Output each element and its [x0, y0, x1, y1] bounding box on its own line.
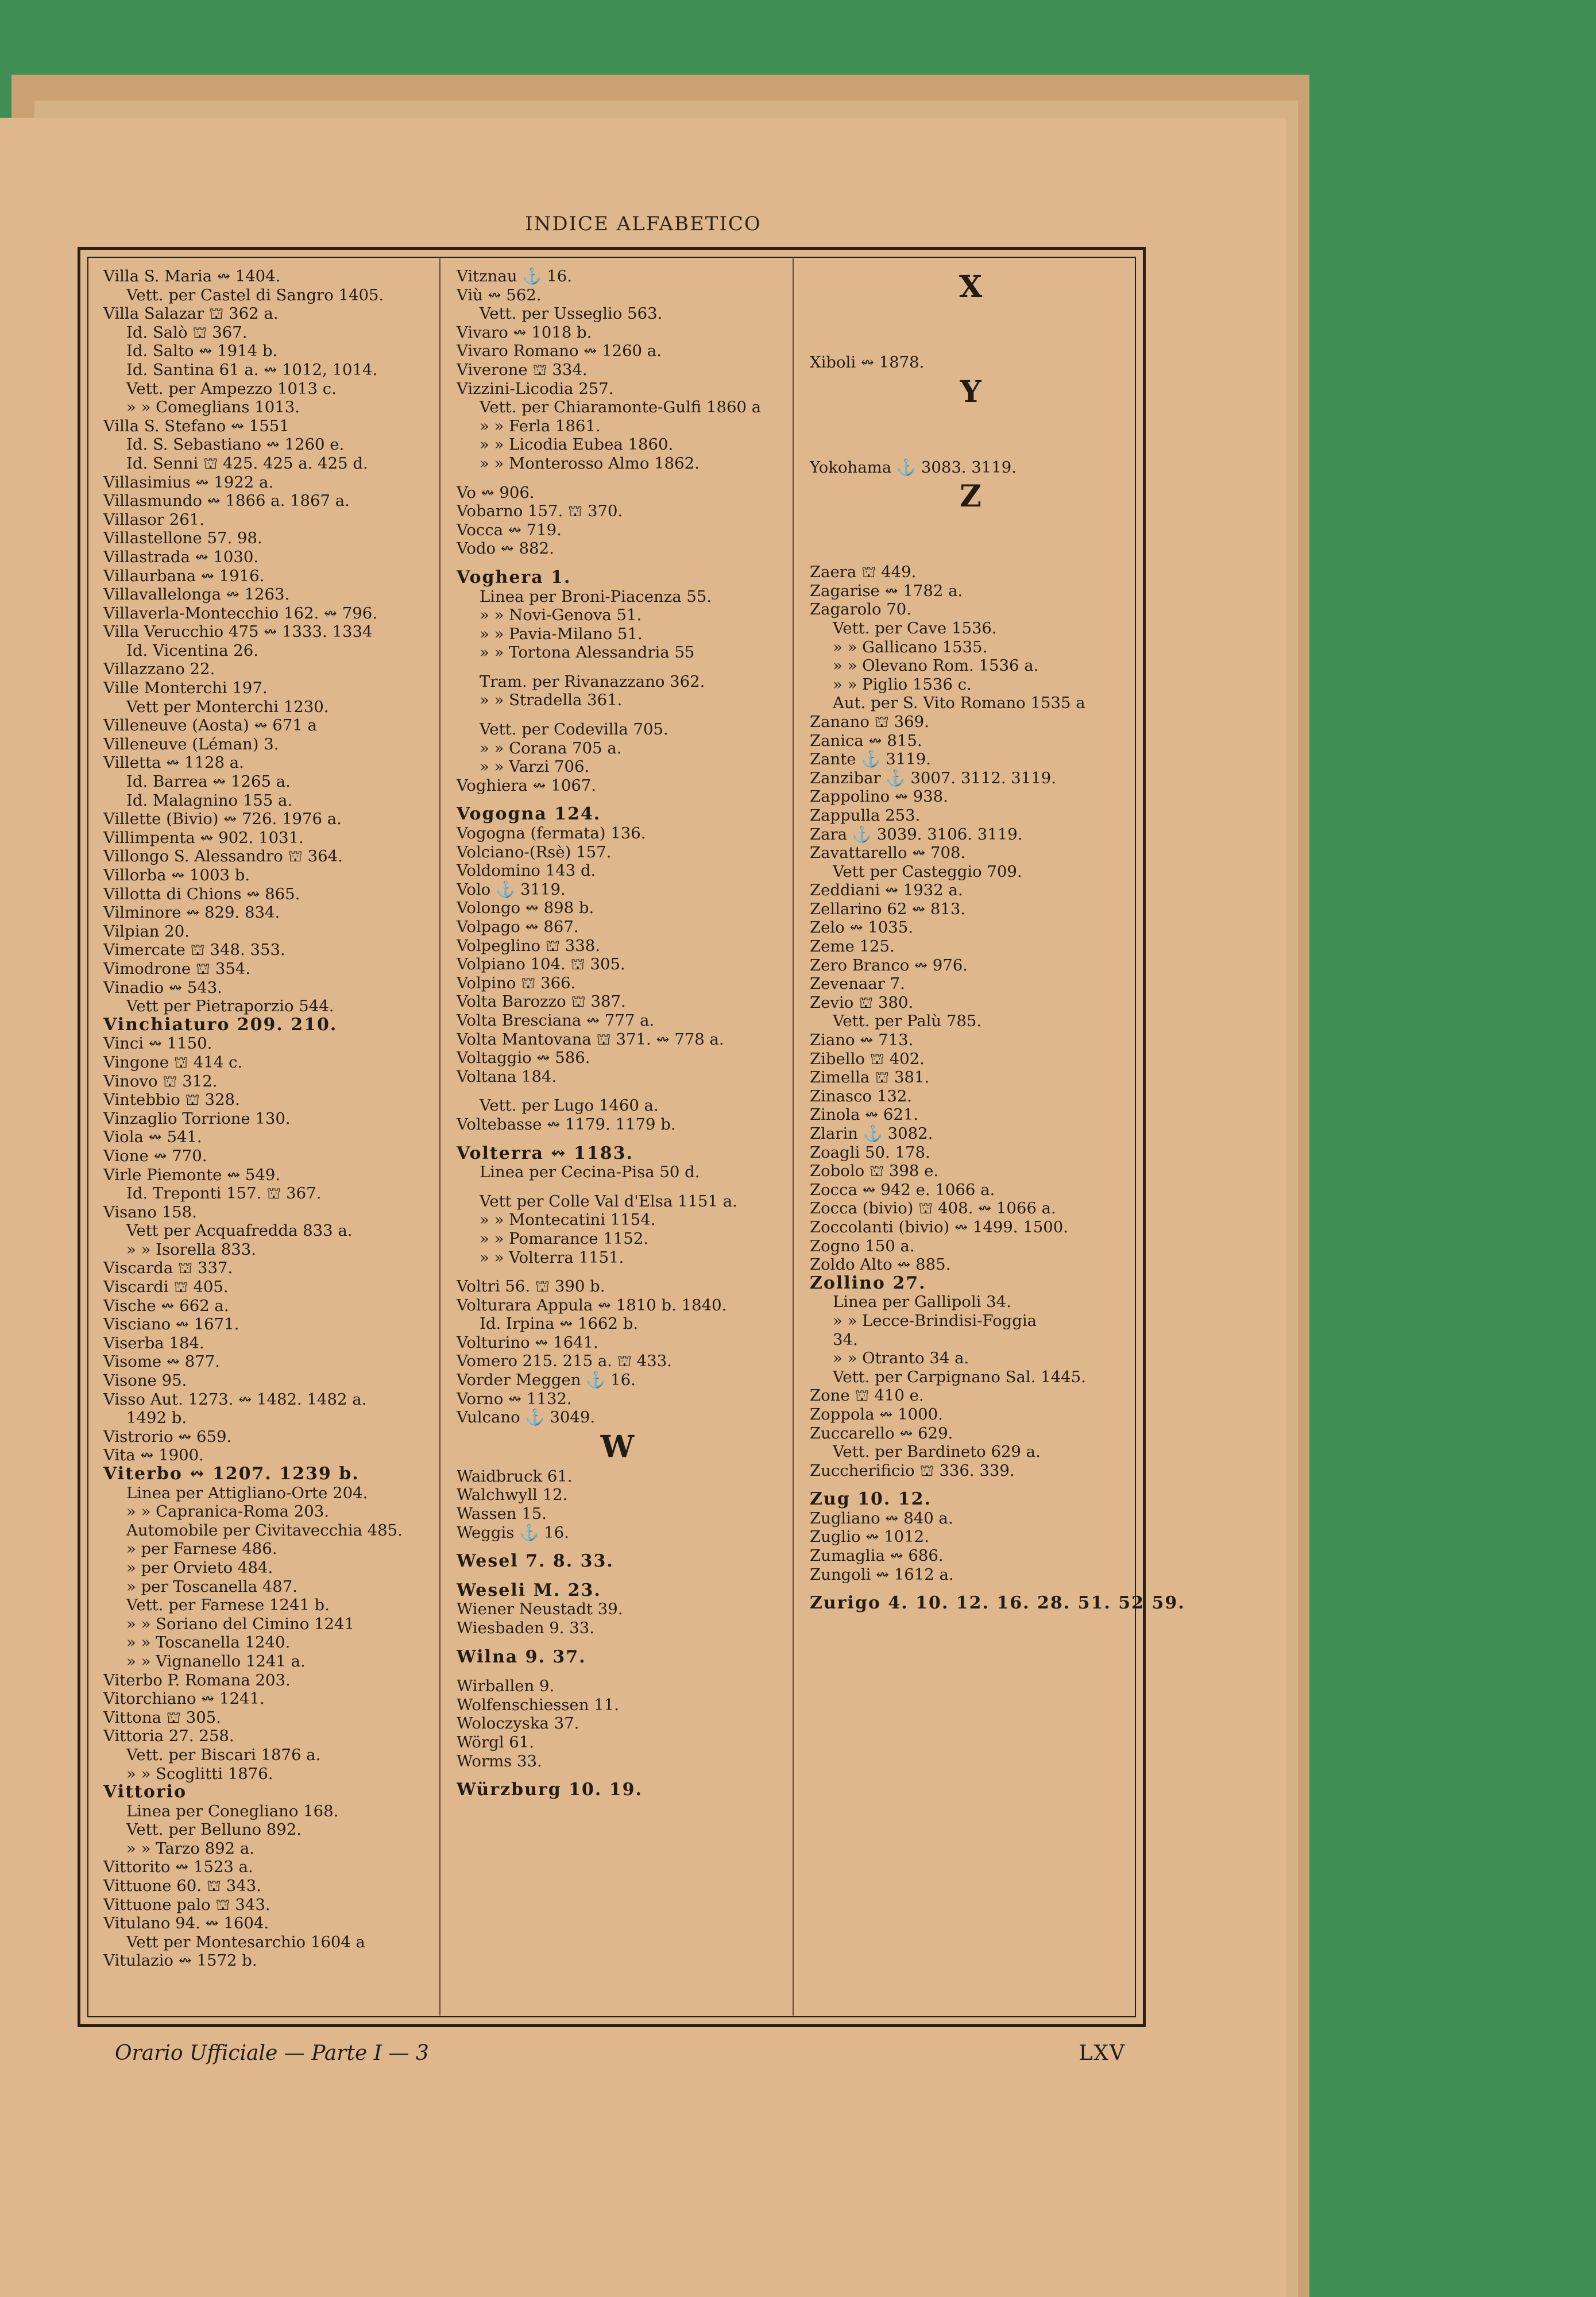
index-entry: Villotta di Chions ↭ 865. [103, 884, 300, 903]
index-entry: Automobile per Civitavecchia 485. [126, 1521, 403, 1540]
index-entry: 34. [833, 1330, 858, 1349]
index-heading: Würzburg 10. 19. [457, 1780, 643, 1800]
index-entry: Volciano-(Rsè) 157. [457, 842, 612, 861]
index-entry: Vett per Colle Val d'Elsa 1151 a. [480, 1192, 737, 1211]
index-entry: Volta Mantovana ⛫ 371. ↭ 778 a. [457, 1030, 724, 1049]
index-column-2 [457, 267, 778, 1800]
index-entry: Vett. per Ampezzo 1013 c. [126, 379, 337, 398]
index-entry: Zinola ↭ 621. [810, 1105, 919, 1124]
index-entry: Zanzibar ⚓ 3007. 3112. 3119. [810, 768, 1057, 787]
index-entry: Viola ↭ 541. [103, 1128, 202, 1147]
index-entry: Id. S. Sebastiano ↭ 1260 e. [126, 435, 345, 454]
index-entry: » » Varzi 706. [480, 757, 590, 776]
index-entry: Weggis ⚓ 16. [457, 1523, 569, 1542]
index-entry: Voldomino 143 d. [457, 861, 596, 880]
index-entry: Vett per Pietraporzio 544. [126, 997, 334, 1016]
index-entry: » » Monterosso Almo 1862. [480, 454, 700, 473]
index-entry: Volta Bresciana ↭ 777 a. [457, 1011, 655, 1030]
index-entry: Vobarno 157. ⛫ 370. [457, 502, 623, 521]
index-entry: Vett. per Codevilla 705. [480, 720, 668, 739]
index-entry: Wirballen 9. [457, 1677, 555, 1696]
index-entry: » per Farnese 486. [126, 1540, 277, 1559]
index-entry: Woloczyska 37. [457, 1714, 579, 1733]
index-entry: Ville Monterchi 197. [103, 679, 268, 698]
index-entry: » » Licodia Eubea 1860. [480, 435, 674, 454]
entry-spacer [457, 473, 778, 484]
index-entry: Id. Malagnino 155 a. [126, 791, 293, 810]
index-entry: Id. Vicentina 26. [126, 641, 258, 660]
index-entry: Viserba 184. [103, 1333, 204, 1352]
index-entry: Vett per Acquafredda 833 a. [126, 1221, 353, 1240]
index-entry: Volo ⚓ 3119. [457, 880, 566, 899]
index-entry: Vivaro Romano ↭ 1260 a. [457, 342, 662, 361]
index-entry: Zuglio ↭ 1012. [810, 1528, 929, 1546]
index-entry: » » Novi-Genova 51. [480, 606, 642, 625]
index-entry: Zuccherificio ⛫ 336. 339. [810, 1461, 1015, 1480]
index-entry: Id. Treponti 157. ⛫ 367. [126, 1184, 322, 1203]
index-entry: Villaverla-Montecchio 162. ↭ 796. [103, 604, 377, 622]
index-entry: Vittorito ↭ 1523 a. [103, 1858, 253, 1877]
index-entry: Vizzini-Licodia 257. [457, 379, 614, 398]
index-entry: Zagarolo 70. [810, 600, 912, 619]
index-entry: Villastrada ↭ 1030. [103, 547, 259, 566]
index-entry: Vinovo ⛫ 312. [103, 1072, 218, 1091]
index-entry: Vorder Meggen ⚓ 16. [457, 1371, 636, 1390]
index-entry: Vinadio ↭ 543. [103, 978, 222, 997]
index-entry: Vett. per Bardineto 629 a. [833, 1443, 1041, 1461]
index-entry: Volpiano 104. ⛫ 305. [457, 955, 625, 974]
index-entry: Visone 95. [103, 1371, 187, 1390]
index-entry: Wiesbaden 9. 33. [457, 1619, 595, 1637]
index-entry: Volpago ↭ 867. [457, 918, 579, 936]
index-entry: Walchwyll 12. [457, 1486, 568, 1505]
index-entry: Villongo S. Alessandro ⛫ 364. [103, 847, 343, 866]
index-entry: Zoccolanti (bivio) ↭ 1499. 1500. [810, 1217, 1068, 1236]
index-heading: Wilna 9. 37. [457, 1646, 586, 1667]
index-entry: Vilminore ↭ 829. 834. [103, 903, 280, 922]
index-entry: Voltana 184. [457, 1067, 557, 1086]
index-entry: Zugliano ↭ 840 a. [810, 1509, 953, 1528]
index-entry: Vione ↭ 770. [103, 1146, 207, 1165]
index-entry: » » Lecce-Brindisi-Foggia [833, 1311, 1037, 1330]
index-entry: Visciano ↭ 1671. [103, 1315, 239, 1334]
index-heading: Vittorio [103, 1782, 187, 1803]
index-entry: Zlarin ⚓ 3082. [810, 1124, 933, 1143]
index-entry: » » Pavia-Milano 51. [480, 624, 643, 643]
index-entry: Viterbo P. Romana 203. [103, 1670, 291, 1689]
index-entry: Linea per Attigliano-Orte 204. [126, 1483, 368, 1502]
index-entry: Volta Barozzo ⛫ 387. [457, 992, 626, 1011]
index-entry: Viscarda ⛫ 337. [103, 1259, 233, 1278]
footer-title: Orario Ufficiale — Parte I — 3 [115, 2041, 429, 2065]
index-entry: Vulcano ⚓ 3049. [457, 1408, 596, 1427]
book-page [0, 118, 1286, 2297]
page-number: LXV [1079, 2041, 1126, 2065]
index-entry: Xiboli ↭ 1878. [810, 353, 925, 372]
index-entry: Zimella ⛫ 381. [810, 1068, 930, 1087]
index-entry: Vimercate ⛫ 348. 353. [103, 941, 285, 960]
index-entry: Villa Verucchio 475 ↭ 1333. 1334 [103, 622, 373, 641]
index-entry: Visome ↭ 877. [103, 1352, 220, 1371]
index-entry: Vett. per Carpignano Sal. 1445. [833, 1367, 1086, 1386]
index-entry: Vische ↭ 662 a. [103, 1296, 229, 1315]
index-entry: Zanica ↭ 815. [810, 731, 922, 750]
index-entry: » » Pomarance 1152. [480, 1229, 648, 1248]
index-entry: » » Olevano Rom. 1536 a. [833, 656, 1039, 675]
index-entry: Vett per Montesarchio 1604 a [126, 1932, 365, 1951]
index-entry: Zobolo ⛫ 398 e. [810, 1162, 939, 1181]
index-entry: Zara ⚓ 3039. 3106. 3119. [810, 825, 1023, 844]
index-entry: Zinasco 132. [810, 1086, 913, 1105]
index-entry: Zocca ↭ 942 e. 1066 a. [810, 1180, 995, 1199]
index-heading: Zug 10. 12. [810, 1489, 932, 1510]
index-entry: Vett. per Chiaramonte-Gulfi 1860 a [480, 398, 762, 417]
index-entry: Volturara Appula ↭ 1810 b. 1840. [457, 1296, 727, 1314]
index-entry: Zelo ↭ 1035. [810, 918, 913, 937]
entry-spacer [457, 1638, 778, 1648]
index-entry: » » Tarzo 892 a. [126, 1839, 255, 1858]
index-entry: 1492 b. [126, 1409, 187, 1428]
index-heading: Wesel 7. 8. 33. [457, 1551, 614, 1572]
index-entry: Vinzaglio Torrione 130. [103, 1109, 291, 1128]
entry-spacer [457, 1086, 778, 1096]
index-entry: » » Tortona Alessandria 55 [480, 643, 695, 662]
index-entry: Id. Barrea ↭ 1265 a. [126, 772, 291, 791]
index-entry: Vita ↭ 1900. [103, 1446, 204, 1465]
index-entry: Zumaglia ↭ 686. [810, 1546, 944, 1565]
index-entry: Wolfenschiessen 11. [457, 1695, 619, 1714]
entry-spacer [457, 1182, 778, 1192]
index-entry: Volturino ↭ 1641. [457, 1333, 598, 1352]
index-entry: Zanano ⛫ 369. [810, 712, 929, 731]
index-entry: Yokohama ⚓ 3083. 3119. [810, 458, 1017, 477]
index-heading: Voghera 1. [457, 567, 571, 587]
index-entry: » per Orvieto 484. [126, 1558, 273, 1577]
index-entry: Id. Irpina ↭ 1662 b. [480, 1314, 639, 1333]
index-entry: Zavattarello ↭ 708. [810, 844, 966, 863]
index-heading: Zollino 27. [810, 1273, 926, 1293]
index-entry: Vittoria 27. 258. [103, 1727, 234, 1746]
index-entry: Ziano ↭ 713. [810, 1031, 914, 1050]
index-entry: Vitznau ⚓ 16. [457, 267, 572, 285]
index-entry: Villastellone 57. 98. [103, 529, 262, 548]
index-entry: » » Toscanella 1240. [126, 1633, 291, 1652]
index-entry: » » Scoglitti 1876. [126, 1764, 273, 1783]
index-entry: » » Gallicano 1535. [833, 637, 988, 656]
index-entry: Id. Salto ↭ 1914 b. [126, 342, 278, 361]
index-entry: » » Otranto 34 a. [833, 1349, 969, 1368]
index-entry: » » Ferla 1861. [480, 416, 601, 435]
index-entry: Villetta ↭ 1128 a. [103, 753, 244, 772]
index-entry: » » Corana 705 a. [480, 738, 622, 757]
index-entry: Villa S. Maria ↭ 1404. [103, 267, 281, 285]
index-entry: Aut. per S. Vito Romano 1535 a [833, 694, 1085, 713]
section-letter: X [959, 269, 983, 304]
index-entry: Vett. per Castel di Sangro 1405. [126, 285, 384, 304]
section-letter: W [600, 1429, 635, 1464]
index-entry: Vodo ↭ 882. [457, 539, 554, 558]
index-entry: Id. Santina 61 a. ↭ 1012, 1014. [126, 360, 378, 379]
index-entry: Zevio ⛫ 380. [810, 993, 914, 1012]
index-entry: Zungoli ↭ 1612 a. [810, 1565, 954, 1584]
index-entry: Zante ⚓ 3119. [810, 750, 931, 769]
page-header: INDICE ALFABETICO [525, 212, 762, 235]
index-entry: Volpino ⛫ 366. [457, 973, 576, 992]
index-heading: Vogogna 124. [457, 804, 601, 825]
index-entry: Zoldo Alto ↭ 885. [810, 1255, 951, 1274]
index-entry: Villa Salazar ⛫ 362 a. [103, 304, 279, 323]
index-heading: Viterbo ↭ 1207. 1239 b. [103, 1464, 360, 1484]
index-entry: Vocca ↭ 719. [457, 520, 562, 539]
index-entry: Zuccarello ↭ 629. [810, 1424, 953, 1443]
index-entry: Zeme 125. [810, 937, 895, 956]
index-entry: » » Stradella 361. [480, 691, 623, 710]
index-entry: Villette (Bivio) ↭ 726. 1976 a. [103, 810, 342, 829]
entry-spacer [457, 1134, 778, 1144]
index-entry: Vivaro ↭ 1018 b. [457, 323, 592, 342]
index-entry: Villa S. Stefano ↭ 1551 [103, 416, 289, 435]
index-entry: Villazzano 22. [103, 660, 215, 679]
index-entry: » » Piglio 1536 c. [833, 675, 972, 694]
index-entry: Worms 33. [457, 1751, 542, 1770]
index-entry: Zellarino 62 ↭ 813. [810, 899, 966, 918]
index-entry: Visano 158. [103, 1202, 197, 1221]
index-heading: Volterra ↭ 1183. [457, 1143, 633, 1163]
index-entry: » » Comeglians 1013. [126, 398, 300, 417]
index-entry: Linea per Broni-Piacenza 55. [480, 587, 712, 606]
index-heading: Zurigo 4. 10. 12. 16. 28. 51. 52 59. [810, 1593, 1185, 1614]
index-entry: Id. Salò ⛫ 367. [126, 323, 248, 342]
index-entry: Zevenaar 7. [810, 975, 905, 993]
index-entry: Villimpenta ↭ 902. 1031. [103, 828, 304, 847]
index-entry: Vett. per Biscari 1876 a. [126, 1745, 321, 1764]
index-entry: Vitorchiano ↭ 1241. [103, 1689, 265, 1708]
index-entry: Vett per Casteggio 709. [833, 862, 1022, 881]
index-entry: Villasimius ↭ 1922 a. [103, 473, 274, 492]
index-entry: Vorno ↭ 1132. [457, 1389, 572, 1408]
index-entry: Viverone ⛫ 334. [457, 360, 588, 379]
index-entry: Zero Branco ↭ 976. [810, 956, 968, 975]
index-entry: Zeddiani ↭ 1932 a. [810, 881, 963, 900]
index-entry: » » Volterra 1151. [480, 1248, 624, 1267]
entry-spacer [457, 710, 778, 720]
index-entry: Vitulano 94. ↭ 1604. [103, 1914, 269, 1933]
entry-spacer [457, 1267, 778, 1277]
index-entry: Vett. per Palù 785. [833, 1012, 982, 1031]
index-entry: Vogogna (fermata) 136. [457, 824, 646, 843]
index-entry: Zibello ⛫ 402. [810, 1049, 925, 1068]
index-entry: Vimodrone ⛫ 354. [103, 959, 251, 978]
index-entry: Zagarise ↭ 1782 a. [810, 581, 963, 600]
section-letter: Z [960, 479, 981, 515]
index-entry: Zappolino ↭ 938. [810, 787, 948, 806]
index-heading: Vinchiaturo 209. 210. [103, 1014, 338, 1035]
index-entry: Voltaggio ↭ 586. [457, 1049, 590, 1068]
index-entry: » » Capranica-Roma 203. [126, 1502, 330, 1521]
index-entry: Id. Senni ⛫ 425. 425 a. 425 d. [126, 454, 368, 473]
section-letter: Y [960, 374, 981, 409]
index-entry: Volpeglino ⛫ 338. [457, 936, 601, 955]
index-entry: Viscardi ⛫ 405. [103, 1278, 229, 1297]
index-entry: » » Montecatini 1154. [480, 1211, 656, 1229]
index-entry: Vittuone 60. ⛫ 343. [103, 1877, 261, 1896]
column-rule-2 [793, 258, 794, 2016]
index-entry: Vittuone palo ⛫ 343. [103, 1895, 270, 1914]
index-entry: » » Soriano del Cimino 1241 [126, 1614, 354, 1633]
index-entry: Villeneuve (Léman) 3. [103, 734, 279, 753]
index-entry: Villorba ↭ 1003 b. [103, 866, 250, 884]
index-entry: Vo ↭ 906. [457, 483, 535, 502]
index-entry: Zaera ⛫ 449. [810, 563, 917, 582]
index-entry: Zogno 150 a. [810, 1236, 915, 1255]
index-entry: Vintebbio ⛫ 328. [103, 1091, 240, 1109]
index-entry: Zocca (bivio) ⛫ 408. ↭ 1066 a. [810, 1199, 1056, 1218]
index-frame [78, 247, 1185, 2027]
index-entry: Vett. per Lugo 1460 a. [480, 1096, 659, 1115]
index-entry: Linea per Conegliano 168. [126, 1801, 339, 1820]
index-entry: Wörgl 61. [457, 1733, 534, 1751]
index-entry: Zoppola ↭ 1000. [810, 1405, 943, 1424]
index-entry: Villaurbana ↭ 1916. [103, 566, 265, 585]
index-column-1 [103, 267, 425, 1970]
index-column-3 [810, 267, 1185, 1614]
index-entry: Wassen 15. [457, 1505, 547, 1523]
index-entry: Vingone ⛫ 414 c. [103, 1053, 243, 1072]
index-entry: Zoagli 50. 178. [810, 1143, 930, 1162]
index-entry: Villasor 261. [103, 510, 204, 529]
index-entry: » » Vignanello 1241 a. [126, 1652, 306, 1670]
index-entry: Vett per Monterchi 1230. [126, 697, 329, 716]
index-entry: Voltebasse ↭ 1179. 1179 b. [457, 1115, 676, 1134]
index-entry: Vilpian 20. [103, 922, 190, 941]
entry-spacer [457, 662, 778, 672]
index-entry: Zappulla 253. [810, 806, 921, 825]
index-entry: Linea per Cecina-Pisa 50 d. [480, 1163, 700, 1182]
index-entry: Villasmundo ↭ 1866 a. 1867 a. [103, 492, 350, 511]
index-entry: » per Toscanella 487. [126, 1577, 297, 1596]
index-entry: Wiener Neustadt 39. [457, 1600, 623, 1619]
index-entry: Tram. per Rivanazzano 362. [480, 672, 705, 691]
index-entry: Linea per Gallipoli 34. [833, 1293, 1011, 1312]
index-heading: Weseli M. 23. [457, 1580, 601, 1600]
index-entry: Voltri 56. ⛫ 390 b. [457, 1277, 605, 1296]
index-entry: Volongo ↭ 898 b. [457, 899, 594, 918]
index-entry: Visso Aut. 1273. ↭ 1482. 1482 a. [103, 1390, 367, 1409]
column-rule-1 [439, 258, 440, 2016]
index-entry: Viù ↭ 562. [457, 285, 542, 304]
index-entry: Zone ⛫ 410 e. [810, 1386, 924, 1405]
index-entry: Virle Piemonte ↭ 549. [103, 1165, 281, 1184]
index-entry: Vomero 215. 215 a. ⛫ 433. [457, 1352, 673, 1371]
index-entry: Vistrorio ↭ 659. [103, 1427, 232, 1446]
index-entry: Villeneuve (Aosta) ↭ 671 a [103, 716, 317, 735]
index-entry: Villavallelonga ↭ 1263. [103, 585, 290, 604]
entry-spacer [457, 1666, 778, 1677]
index-entry: Waidbruck 61. [457, 1467, 573, 1486]
index-entry: Vitulazio ↭ 1572 b. [103, 1951, 257, 1970]
index-entry: Vett. per Usseglio 563. [480, 304, 663, 323]
index-entry: » » Isorella 833. [126, 1240, 257, 1259]
index-entry: Vett. per Cave 1536. [833, 618, 997, 637]
index-entry: Vittona ⛫ 305. [103, 1708, 221, 1727]
index-entry: Vett. per Farnese 1241 b. [126, 1596, 330, 1615]
index-entry: Vinci ↭ 1150. [103, 1034, 212, 1053]
index-entry: Vett. per Belluno 892. [126, 1820, 302, 1839]
index-entry: Voghiera ↭ 1067. [457, 776, 597, 795]
